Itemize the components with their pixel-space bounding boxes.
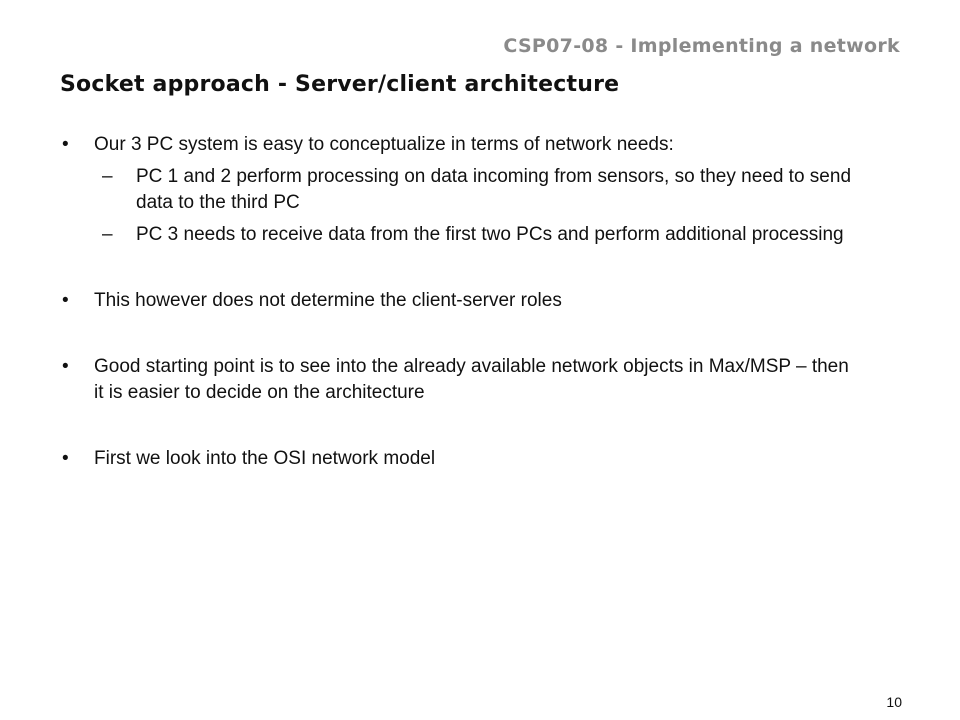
bullet-marker: •: [62, 448, 69, 469]
bullet-text: First we look into the OSI network model: [94, 448, 436, 469]
bullet-marker: •: [62, 134, 69, 155]
sub-bullet-text: PC 1 and 2 perform processing on data incoming from sensors, so they need to send data to the third PC: [136, 166, 852, 213]
page-number: 10: [886, 694, 902, 710]
sub-bullet-marker: –: [102, 224, 113, 245]
sub-bullet-marker: –: [102, 166, 113, 187]
bullet-item: [62, 354, 862, 406]
slide-title: Socket approach - Server/client architecture: [60, 72, 620, 97]
sub-bullet-text: PC 3 needs to receive data from the first two PCs and perform additional processing: [136, 224, 844, 245]
bullet-marker: •: [62, 356, 69, 377]
course-header: CSP07-08 - Implementing a network: [503, 35, 900, 57]
bullet-marker: •: [62, 290, 69, 311]
bullet-list: [62, 132, 862, 472]
sub-bullet-item: [62, 164, 862, 216]
bullet-text: Good starting point is to see into the already available network objects in Max/MSP – then it is easier to decide on the architecture: [94, 356, 849, 403]
bullet-text: This however does not determine the client-server roles: [94, 290, 562, 311]
sub-bullet-item: [62, 222, 862, 248]
bullet-item: [62, 132, 862, 158]
bullet-item: [62, 446, 862, 472]
bullet-text: Our 3 PC system is easy to conceptualize in terms of network needs:: [94, 134, 674, 155]
bullet-item: [62, 288, 862, 314]
